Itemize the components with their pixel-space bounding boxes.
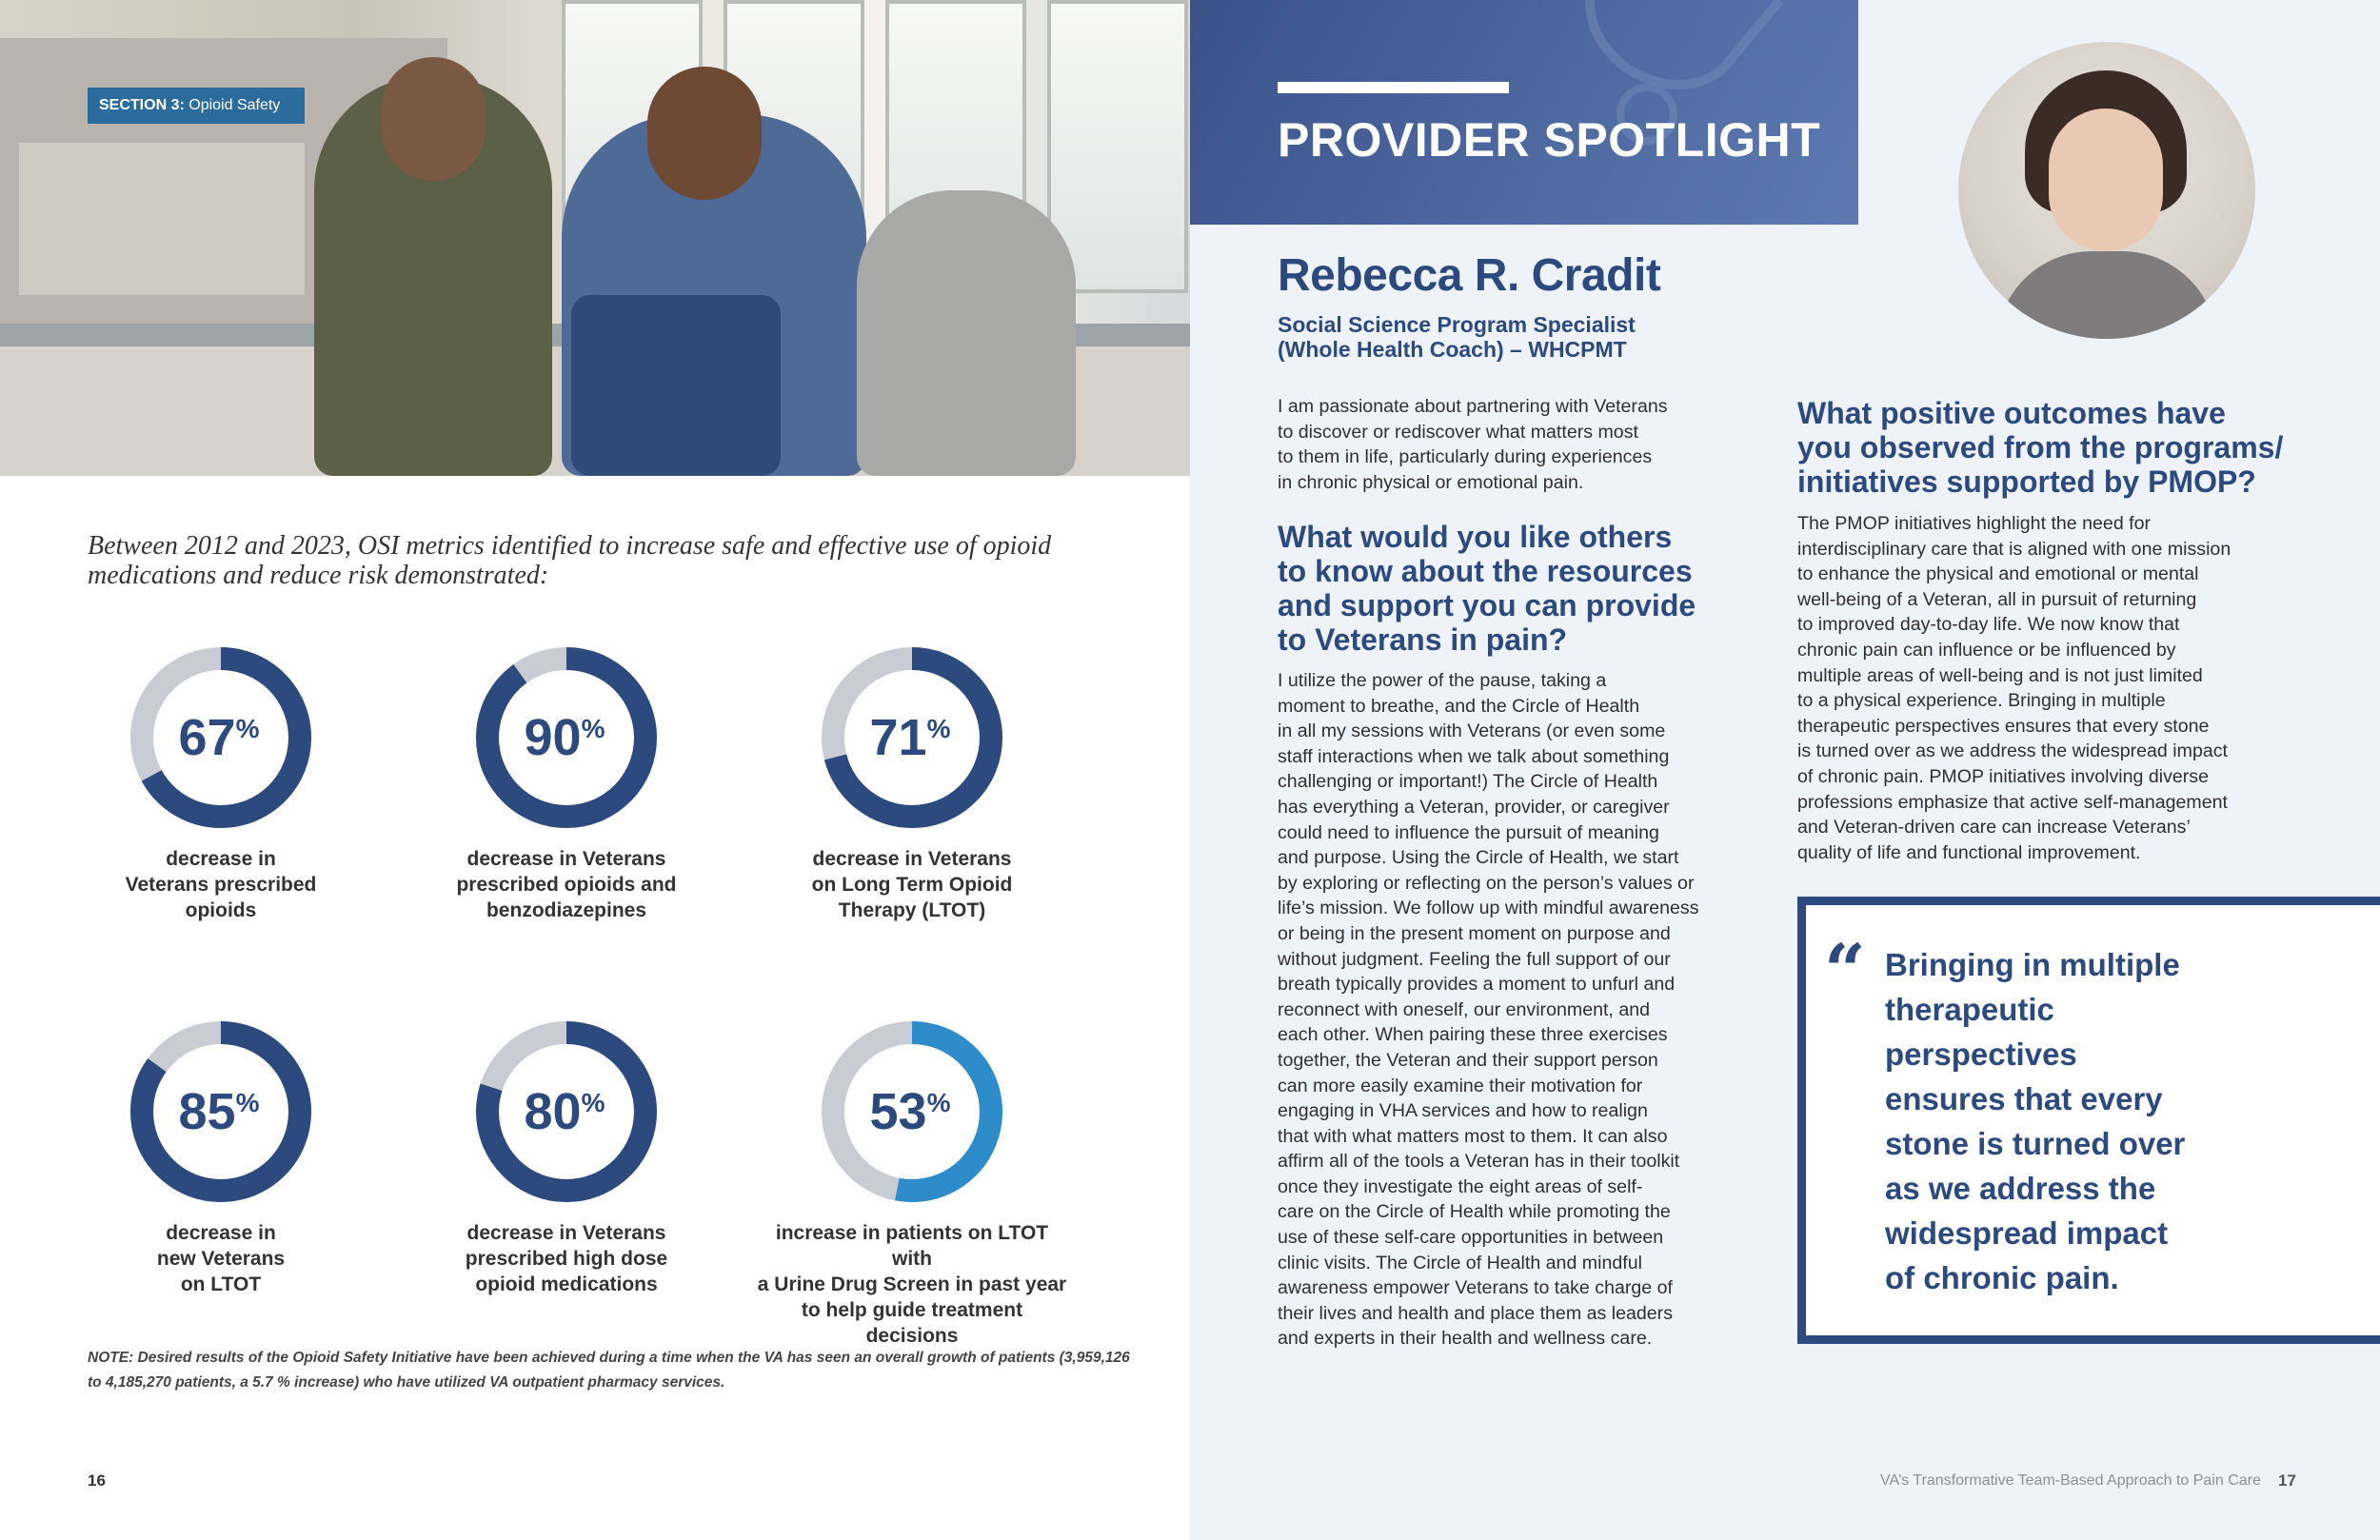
- answer-1-line: and experts in their health and wellness care.: [1278, 1328, 1653, 1350]
- pull-quote-line: of chronic pain.: [1885, 1260, 2119, 1295]
- stat-ring: [471, 1017, 662, 1207]
- stat-ring: [126, 1017, 316, 1207]
- photo-jeans: [571, 295, 781, 476]
- stat-card: [64, 1017, 378, 1297]
- stat-unit: %: [926, 714, 951, 743]
- stat-label-line: Veterans prescribed: [125, 874, 317, 896]
- photo-person-head: [647, 67, 762, 200]
- answer-1-line: could need to influence the pursuit of meaning: [1278, 821, 1659, 843]
- photo-face: [2049, 109, 2163, 251]
- answer-2-line: The PMOP initiatives highlight the need for: [1797, 513, 2152, 534]
- stat-label: [409, 1220, 724, 1297]
- answer-1-line: awareness empower Veterans to take charge of: [1278, 1277, 1673, 1299]
- answer-1-line: their lives and health and place them as leaders: [1278, 1302, 1673, 1324]
- stat-unit: %: [926, 1088, 951, 1117]
- answer-1-line: challenging or important!) The Circle of Health: [1278, 771, 1658, 793]
- footnote: NOTE: Desired results of the Opioid Safety Initiative have been achieved during a time when the VA has seen an overall growth of patients (3,959,126 to 4,185,270 patients, a 5.7 % increase) who have utilized VA outpatient pharmacy services.: [88, 1350, 1130, 1391]
- stat-label-line: opioids: [185, 899, 257, 921]
- intro-paragraph-line: to discover or rediscover what matters most: [1278, 421, 1638, 443]
- provider-title-line: Social Science Program Specialist: [1278, 312, 1636, 337]
- question-2-line: initiatives supported by PMOP?: [1797, 464, 2256, 499]
- answer-1-line: I utilize the power of the pause, taking a: [1278, 670, 1607, 691]
- answer-1-line: each other. When pairing these three exercises: [1278, 1024, 1668, 1046]
- provider-name: Rebecca R. Cradit: [1278, 250, 1661, 301]
- stat-card: [64, 642, 378, 923]
- answer-2-line: of chronic pain. PMOP initiatives involving diverse: [1797, 765, 2209, 787]
- answer-1-line: moment to breathe, and the Circle of Health: [1278, 695, 1640, 717]
- question-2-line: you observed from the programs/: [1797, 430, 2284, 464]
- stat-ring: [817, 1017, 1007, 1207]
- intro-text: Between 2012 and 2023, OSI metrics identified to increase safe and effective use of opioid medications and reduce risk demonstrated:: [88, 531, 1052, 590]
- provider-title-line: (Whole Health Coach) – WHCPMT: [1278, 337, 1627, 362]
- stat-card: [755, 642, 1069, 923]
- pull-quote-line: therapeutic: [1885, 992, 2054, 1027]
- section-tag: [88, 88, 305, 124]
- answer-1-line: together, the Veteran and their support person: [1278, 1049, 1658, 1071]
- stat-label: [755, 1220, 1069, 1349]
- stat-label-line: opioid medications: [475, 1273, 658, 1295]
- stat-label: [409, 846, 724, 923]
- answer-1-line: in all my sessions with Veterans (or even some: [1278, 721, 1666, 742]
- provider-title: [1278, 312, 1754, 362]
- intro-paragraph-line: I am passionate about partnering with Veterans: [1278, 396, 1668, 417]
- answer-1-line: care on the Circle of Health while promoting the: [1278, 1201, 1671, 1223]
- answer-1-line: affirm all of the tools a Veteran has in their toolkit: [1278, 1151, 1680, 1173]
- answer-2-line: well-being of a Veteran, all in pursuit of returning: [1797, 588, 2197, 610]
- stat-card: [409, 642, 724, 923]
- photo-shirt: [1996, 251, 2217, 339]
- section-tag-bold: SECTION 3:: [99, 97, 185, 113]
- answer-2-line: and Veteran-driven care can increase Veterans’: [1797, 817, 2191, 839]
- answer-2-line: multiple areas of well-being and is not just limited: [1797, 664, 2203, 686]
- stat-label: [755, 846, 1069, 923]
- banner-rule: [1278, 82, 1509, 93]
- stat-card: [755, 1017, 1069, 1349]
- stat-ring: [471, 642, 662, 833]
- answer-1-line: staff interactions when we talk about something: [1278, 745, 1670, 767]
- answer-2-line: to enhance the physical and emotional or mental: [1797, 563, 2199, 585]
- stat-label: [64, 846, 378, 923]
- answer-1-line: once they investigate the eight areas of self-: [1278, 1175, 1643, 1197]
- stat-label-line: benzodiazepines: [486, 899, 647, 921]
- answer-2-line: chronic pain can influence or be influenced by: [1797, 639, 2176, 661]
- question-1-line: What would you like others: [1278, 520, 1673, 554]
- photo-person-background: [857, 190, 1076, 476]
- profile-photo: [1958, 42, 2255, 339]
- stat-value: 71%: [869, 709, 951, 766]
- stat-label-line: decrease in Veterans: [466, 1222, 666, 1244]
- stat-unit: %: [581, 1088, 605, 1117]
- answer-2-line: therapeutic perspectives ensures that every stone: [1797, 715, 2210, 737]
- answer-2-paragraph: [1797, 511, 2311, 865]
- classroom-photo: [0, 0, 1190, 476]
- answer-1-line: engaging in VHA services and how to realign: [1278, 1100, 1648, 1122]
- stat-value: 90%: [524, 709, 605, 766]
- answer-1-line: reconnect with oneself, our environment, and: [1278, 998, 1651, 1020]
- question-1-heading: [1278, 520, 1725, 657]
- pull-quote-line: as we address the: [1885, 1171, 2156, 1206]
- question-2-heading: [1797, 396, 2311, 499]
- answer-1-line: clinic visits. The Circle of Health and mindful: [1278, 1252, 1642, 1273]
- answer-2-line: quality of life and functional improvement.: [1797, 841, 2141, 863]
- stat-label-line: decrease in Veterans: [812, 848, 1012, 870]
- pull-quote-line: ensures that every: [1885, 1081, 2163, 1116]
- page-number-left: 16: [88, 1471, 106, 1490]
- stat-label-line: decrease in: [166, 1222, 276, 1244]
- answer-2-line: professions emphasize that active self-management: [1797, 791, 2228, 813]
- stat-label-line: on Long Term Opioid: [811, 874, 1013, 896]
- pull-quote-line: Bringing in multiple: [1885, 947, 2180, 982]
- answer-1-line: use of these self-care opportunities in between: [1278, 1227, 1664, 1249]
- answer-2-line: to a physical experience. Bringing in multiple: [1797, 690, 2166, 712]
- intro-paragraph: [1278, 394, 1725, 495]
- pull-quote-line: widespread impact: [1885, 1215, 2169, 1251]
- intro-paragraph-line: in chronic physical or emotional pain.: [1278, 471, 1584, 493]
- stat-label-line: increase in patients on LTOT with: [775, 1222, 1049, 1270]
- stat-label-line: decrease in Veterans: [466, 848, 666, 870]
- stat-value: 67%: [178, 709, 260, 766]
- photo-person-head: [381, 57, 486, 181]
- answer-1-line: without judgment. Feeling the full support of our: [1278, 948, 1671, 970]
- section-tag-text: Opioid Safety: [184, 97, 281, 113]
- answer-1-line: that with what matters most to them. It can also: [1278, 1125, 1668, 1147]
- stat-value: 53%: [869, 1083, 951, 1140]
- answer-1-line: by exploring or reflecting on the person’s values or: [1278, 872, 1695, 894]
- answer-1-paragraph: [1278, 668, 1735, 1352]
- footer-publication-title: VA’s Transformative Team-Based Approach to Pain Care: [1880, 1472, 2261, 1489]
- stat-label: [64, 1220, 378, 1297]
- answer-2-line: is turned over as we address the widespread impact: [1797, 740, 2228, 762]
- answer-1-line: breath typically provides a moment to unfurl and: [1278, 974, 1676, 996]
- stat-label-line: on LTOT: [180, 1273, 262, 1295]
- stat-label-line: decrease in: [166, 848, 276, 870]
- quote-icon: “: [1824, 928, 1866, 1013]
- answer-1-line: has everything a Veteran, provider, or caregiver: [1278, 796, 1670, 818]
- answer-2-line: to improved day-to-day life. We now know that: [1797, 614, 2180, 636]
- intro-paragraph-line: to them in life, particularly during experiences: [1278, 446, 1653, 468]
- question-2-line: What positive outcomes have: [1797, 396, 2226, 430]
- page-number-right: 17: [2278, 1471, 2296, 1490]
- stat-label-line: a Urine Drug Screen in past year: [757, 1273, 1067, 1295]
- question-1-line: to know about the resources: [1278, 554, 1693, 588]
- pull-quote-line: stone is turned over: [1885, 1126, 2186, 1161]
- answer-1-line: life’s mission. We follow up with mindful awareness: [1278, 898, 1699, 919]
- stat-unit: %: [235, 1088, 260, 1117]
- stat-value: 80%: [524, 1083, 605, 1140]
- answer-1-line: can more easily examine their motivation for: [1278, 1075, 1643, 1096]
- answer-1-line: or being in the present moment on purpose and: [1278, 922, 1671, 944]
- stat-label-line: to help guide treatment decisions: [801, 1299, 1023, 1347]
- stat-unit: %: [235, 714, 260, 743]
- stat-unit: %: [581, 714, 605, 743]
- stat-card: [409, 1017, 724, 1297]
- stat-ring: [126, 642, 316, 833]
- photo-bulletin-board: [19, 143, 305, 295]
- question-1-line: and support you can provide: [1278, 588, 1696, 622]
- stat-ring: [817, 642, 1007, 833]
- pull-quote-text: [1885, 942, 2285, 1300]
- stat-label-line: prescribed high dose: [465, 1248, 668, 1270]
- stat-label-line: Therapy (LTOT): [838, 899, 986, 921]
- banner-title: PROVIDER SPOTLIGHT: [1278, 113, 1821, 167]
- stat-value: 85%: [178, 1083, 260, 1140]
- answer-1-line: and purpose. Using the Circle of Health, we start: [1278, 847, 1679, 869]
- stat-label-line: new Veterans: [156, 1248, 286, 1270]
- answer-2-line: interdisciplinary care that is aligned with one mission: [1797, 538, 2231, 560]
- stat-label-line: prescribed opioids and: [456, 874, 677, 896]
- question-1-line: to Veterans in pain?: [1278, 622, 1568, 657]
- pull-quote-line: perspectives: [1885, 1037, 2077, 1072]
